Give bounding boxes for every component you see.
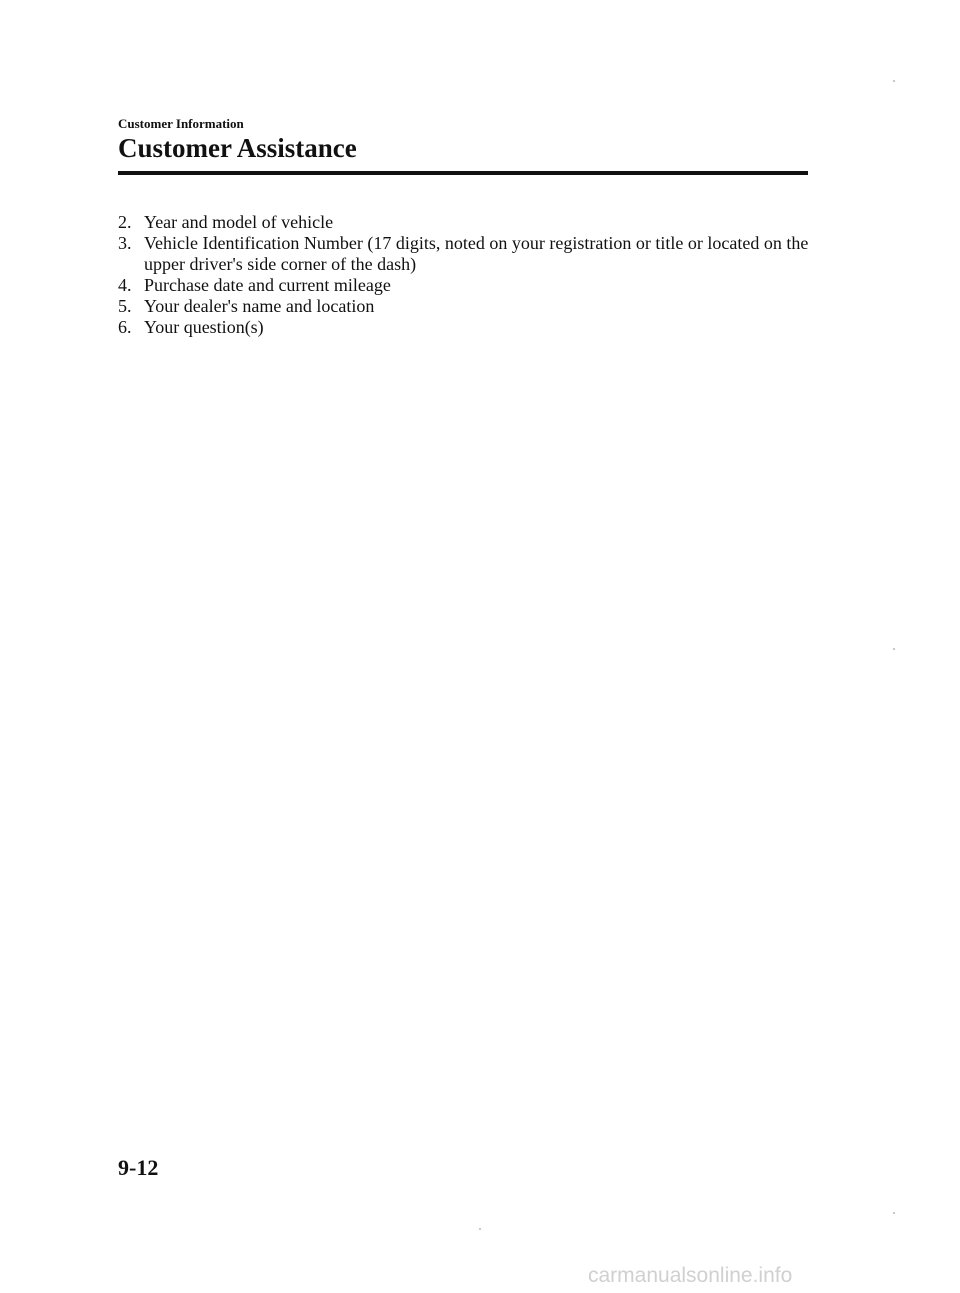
title-rule — [118, 171, 808, 175]
list-item-number: 3. — [118, 233, 132, 253]
list-item-text: Your dealer's name and location — [144, 296, 375, 316]
list-item-number: 2. — [118, 212, 132, 232]
list-item — [118, 233, 818, 275]
list-item-number: 4. — [118, 275, 132, 295]
page-number: 9-12 — [118, 1155, 159, 1180]
list-item-text: Your question(s) — [144, 317, 264, 337]
list-item — [118, 212, 818, 233]
list-item-text: Year and model of vehicle — [144, 212, 334, 232]
crop-mark — [893, 1212, 895, 1214]
crop-mark — [893, 648, 895, 650]
watermark: carmanualsonline.info — [588, 1264, 793, 1287]
section-label: Customer Information — [118, 116, 244, 131]
list-item — [118, 317, 818, 338]
crop-mark — [479, 1228, 481, 1230]
list-item-number: 5. — [118, 296, 132, 316]
list-item — [118, 296, 818, 317]
list-item-text: Purchase date and current mileage — [144, 275, 391, 295]
page-title: Customer Assistance — [118, 133, 357, 163]
list-item-text: Vehicle Identification Number (17 digits, noted on your registration or title or located on the upper driver's side corner of the dash) — [144, 233, 809, 274]
list-item — [118, 275, 818, 296]
info-list — [118, 212, 818, 338]
crop-mark — [893, 80, 895, 82]
list-item-number: 6. — [118, 317, 132, 337]
